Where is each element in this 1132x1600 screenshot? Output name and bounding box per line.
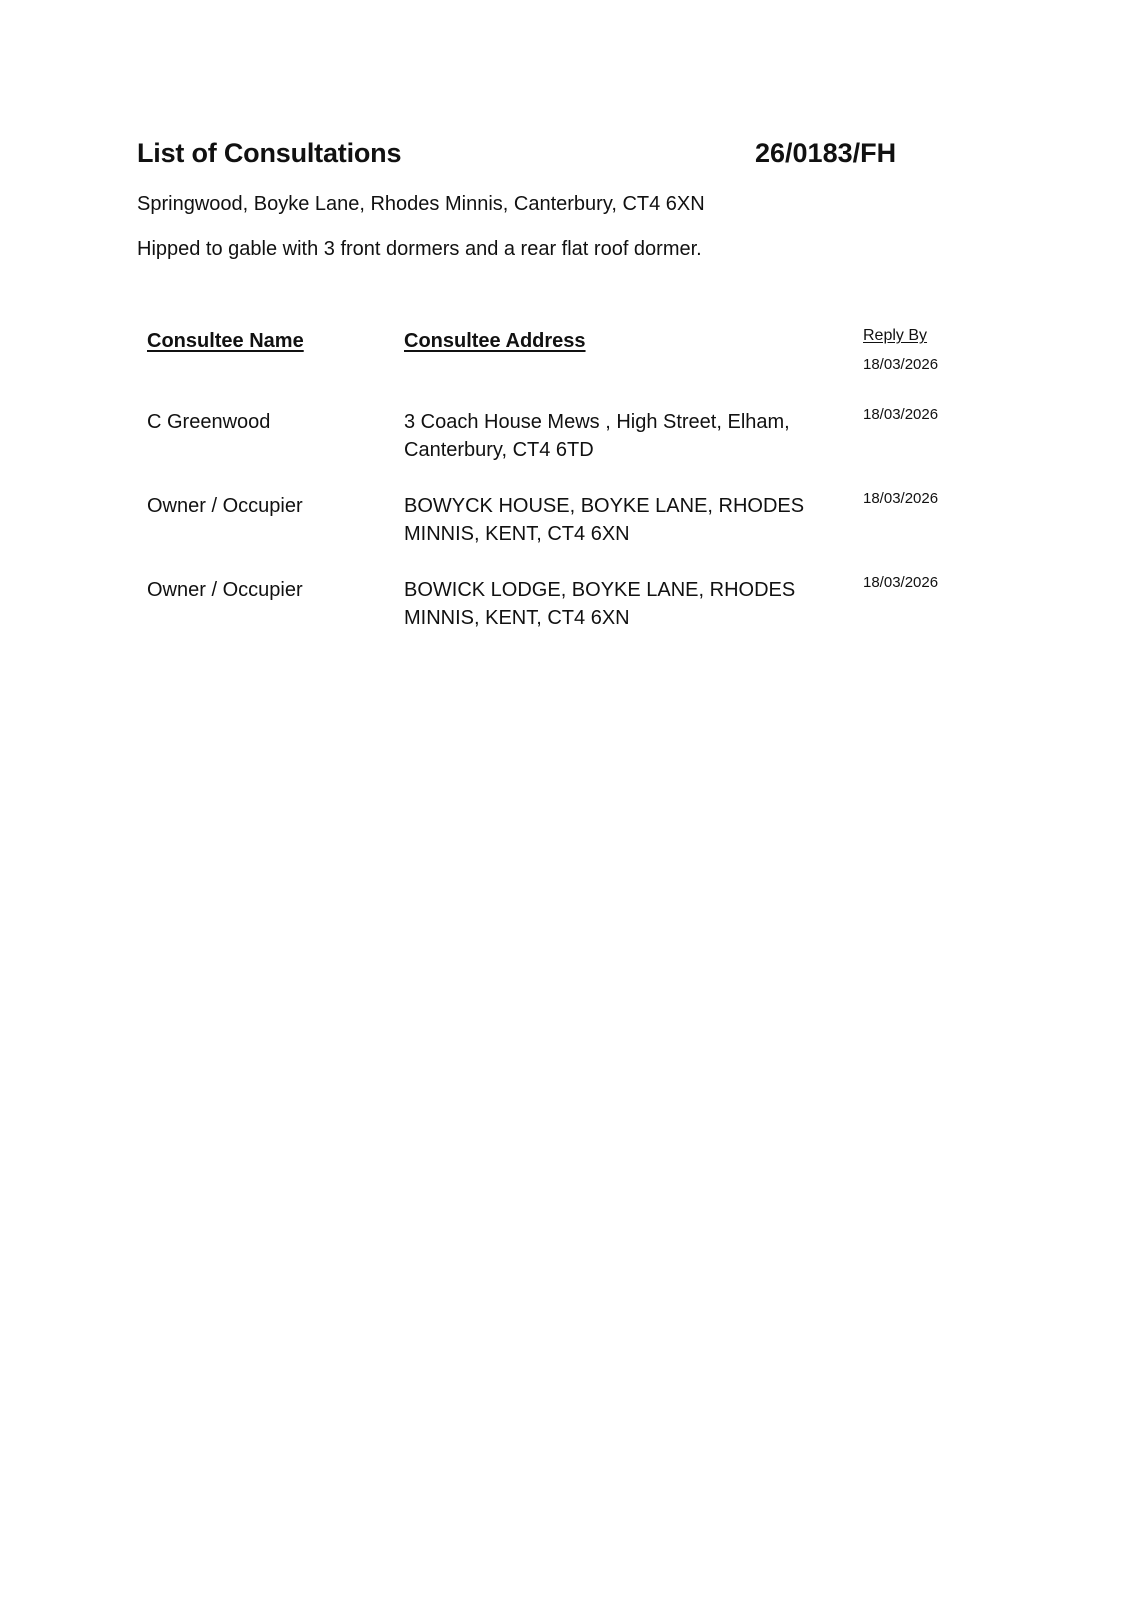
consultee-address-line2: Canterbury, CT4 6TD	[404, 439, 594, 461]
table-row	[0, 408, 1132, 478]
consultee-name: Owner / Occupier	[147, 495, 303, 517]
reply-by-date: 18/03/2026	[863, 406, 939, 423]
consultee-address-line1: BOWYCK HOUSE, BOYKE LANE, RHODES	[404, 495, 805, 517]
column-header-reply-by: Reply By	[863, 327, 928, 344]
reply-by-date: 18/03/2026	[863, 574, 939, 591]
consultee-name: C Greenwood	[147, 411, 271, 433]
consultee-address-line2: MINNIS, KENT, CT4 6XN	[404, 607, 630, 629]
consultee-address-line2: MINNIS, KENT, CT4 6XN	[404, 523, 630, 545]
consultee-address	[404, 408, 824, 464]
table-row	[0, 492, 1132, 562]
reply-by-header-date: 18/03/2026	[863, 356, 939, 373]
consultee-name: Owner / Occupier	[147, 579, 303, 601]
column-header-consultee-name: Consultee Name	[147, 330, 304, 352]
table-row	[0, 576, 1132, 646]
application-reference: 26/0183/FH	[755, 138, 897, 168]
consultee-address	[404, 492, 824, 548]
site-address: Springwood, Boyke Lane, Rhodes Minnis, Canterbury, CT4 6XN	[137, 193, 705, 215]
proposal-description: Hipped to gable with 3 front dormers and a rear flat roof dormer.	[137, 238, 702, 260]
reply-by-date: 18/03/2026	[863, 490, 939, 507]
column-header-consultee-address: Consultee Address	[404, 330, 586, 352]
consultee-address	[404, 576, 824, 632]
consultee-address-line1: 3 Coach House Mews , High Street, Elham,	[404, 411, 790, 433]
consultee-address-line1: BOWICK LODGE, BOYKE LANE, RHODES	[404, 579, 796, 601]
page-title: List of Consultations	[137, 138, 402, 168]
